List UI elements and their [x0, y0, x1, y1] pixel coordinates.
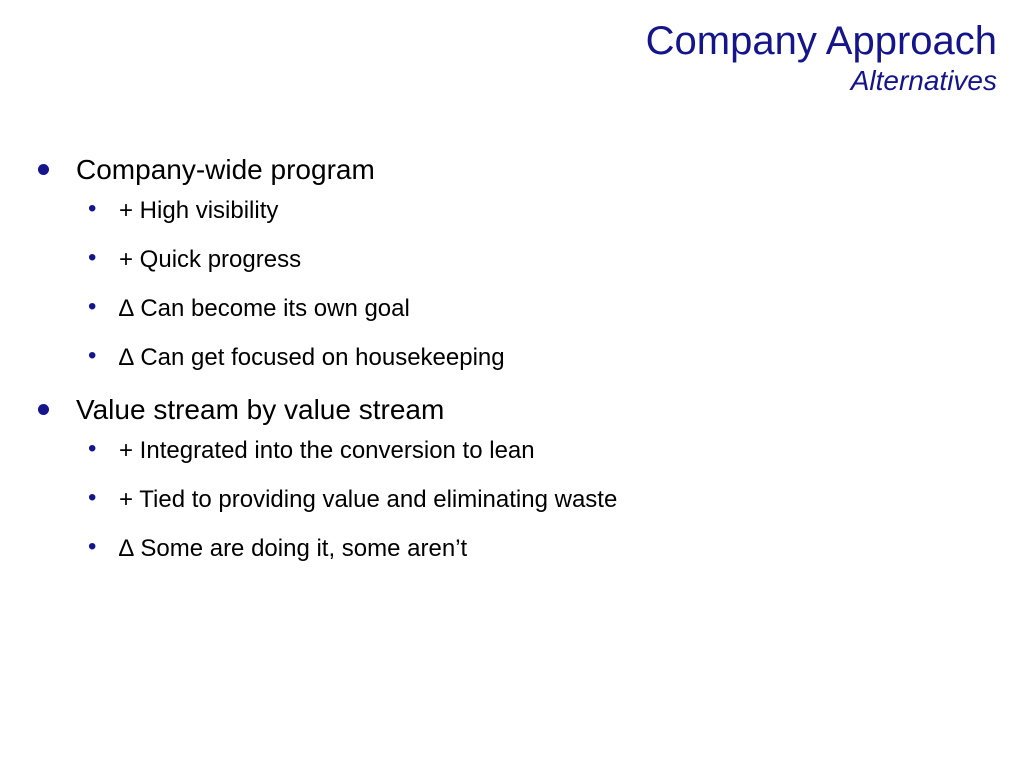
bullet-level2 [38, 434, 988, 468]
dot-bullet-icon: • [88, 342, 97, 369]
bullet-level1 [38, 390, 988, 430]
bullet-text: + Tied to providing value and eliminating waste [119, 486, 618, 513]
bullet-list [38, 150, 988, 581]
dot-bullet-icon: • [88, 435, 97, 462]
bullet-text: + Quick progress [119, 246, 302, 273]
dot-bullet-icon: • [88, 484, 97, 511]
bullet-level2 [38, 483, 988, 517]
round-bullet-icon [38, 164, 49, 175]
dot-bullet-icon: • [88, 533, 97, 560]
slide-title: Company Approach [645, 19, 997, 63]
dot-bullet-icon: • [88, 244, 97, 271]
bullet-level2 [38, 292, 988, 326]
bullet-text: + High visibility [119, 197, 279, 224]
bullet-text: ∆ Can get focused on housekeeping [119, 344, 505, 371]
bullet-level2 [38, 341, 988, 375]
bullet-text: Company-wide program [76, 154, 375, 185]
bullet-text: ∆ Can become its own goal [119, 295, 410, 322]
bullet-group-company-wide [38, 150, 988, 375]
bullet-level2 [38, 194, 988, 228]
slide-subtitle: Alternatives [850, 65, 997, 96]
bullet-level1 [38, 150, 988, 190]
round-bullet-icon [38, 404, 49, 415]
bullet-text: + Integrated into the conversion to lean [119, 437, 535, 464]
bullet-text: ∆ Some are doing it, some aren’t [119, 535, 468, 562]
dot-bullet-icon: • [88, 293, 97, 320]
title-block [646, 18, 997, 98]
bullet-group-value-stream [38, 390, 988, 566]
bullet-level2 [38, 243, 988, 277]
bullet-level2 [38, 532, 988, 566]
bullet-text: Value stream by value stream [76, 394, 445, 425]
dot-bullet-icon: • [88, 195, 97, 222]
